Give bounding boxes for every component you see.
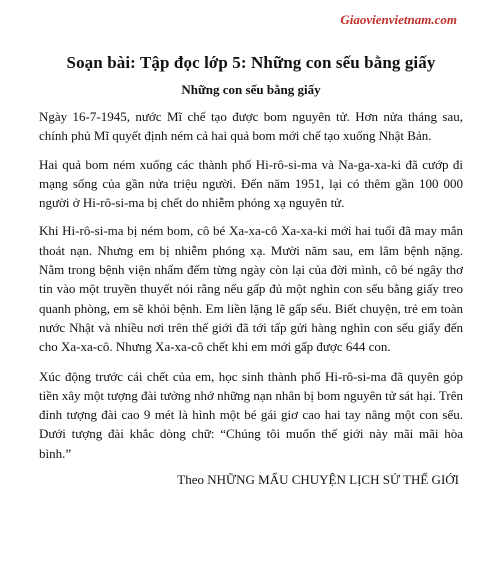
story-title: Những con sếu bằng giấy [181, 82, 321, 97]
paragraph-2: Hai quả bom ném xuống các thành phố Hi-rô-si-ma và Na-ga-xa-ki đã cướp đi mạng sống của gần nửa triệu người. Đến năm 1951, lại có thêm gần 100 000 người ở Hi-rô-si-ma bị chết do nhiễm phóng xạ nguyên tử. [39, 156, 463, 211]
paragraph-1: Ngày 16-7-1945, nước Mĩ chế tạo được bom nguyên tử. Hơn nửa tháng sau, chính phủ Mĩ quyết định ném cả hai quả bom mới chế tạo xuống Nhật Bản. [39, 109, 463, 144]
paragraph-3: Khi Hi-rô-si-ma bị ném bom, cô bé Xa-xa-cô Xa-xa-ki mới hai tuổi đã may mắn thoát nạn. Nhưng em bị nhiễm phóng xạ. Mười năm sau, em lâm bệnh nặng. Nằm trong bệnh viện nhẩm đếm từng ngày còn lại của đời mình, cô bé ngây thơ tin vào một truyền thuyết nói rằng nếu gấp đủ một nghìn con sếu bằng giấy treo quanh phòng, em sẽ khỏi bệnh. Em liền lặng lẽ gấp sếu. Biết chuyện, trẻ em toàn nước Nhật và nhiều nơi trên thế giới đã tới tấp gửi hàng nghìn con sếu giấy đến cho Xa-xa-cô. Nhưng Xa-xa-cô chết khi em mới gấp được 644 con. [39, 223, 463, 355]
site-watermark[interactable]: Giaovienvietnam.com [340, 12, 457, 27]
paragraph-4: Xúc động trước cái chết của em, học sinh thành phố Hi-rô-si-ma đã quyên góp tiền xây một tượng đài tưởng nhớ những nạn nhân bị bom nguyên tử sát hại. Trên đỉnh tượng đài cao 9 mét là hình một bé gái giơ cao hai tay nâng một con sếu. Dưới tượng đài khắc dòng chữ: “Chúng tôi muốn thế giới này mãi mãi hòa bình.” [39, 368, 463, 461]
source-attribution: Theo NHỮNG MẨU CHUYỆN LỊCH SỬ THẾ GIỚI [177, 472, 459, 488]
page-title: Soạn bài: Tập đọc lớp 5: Những con sếu bằng giấy [66, 53, 436, 72]
